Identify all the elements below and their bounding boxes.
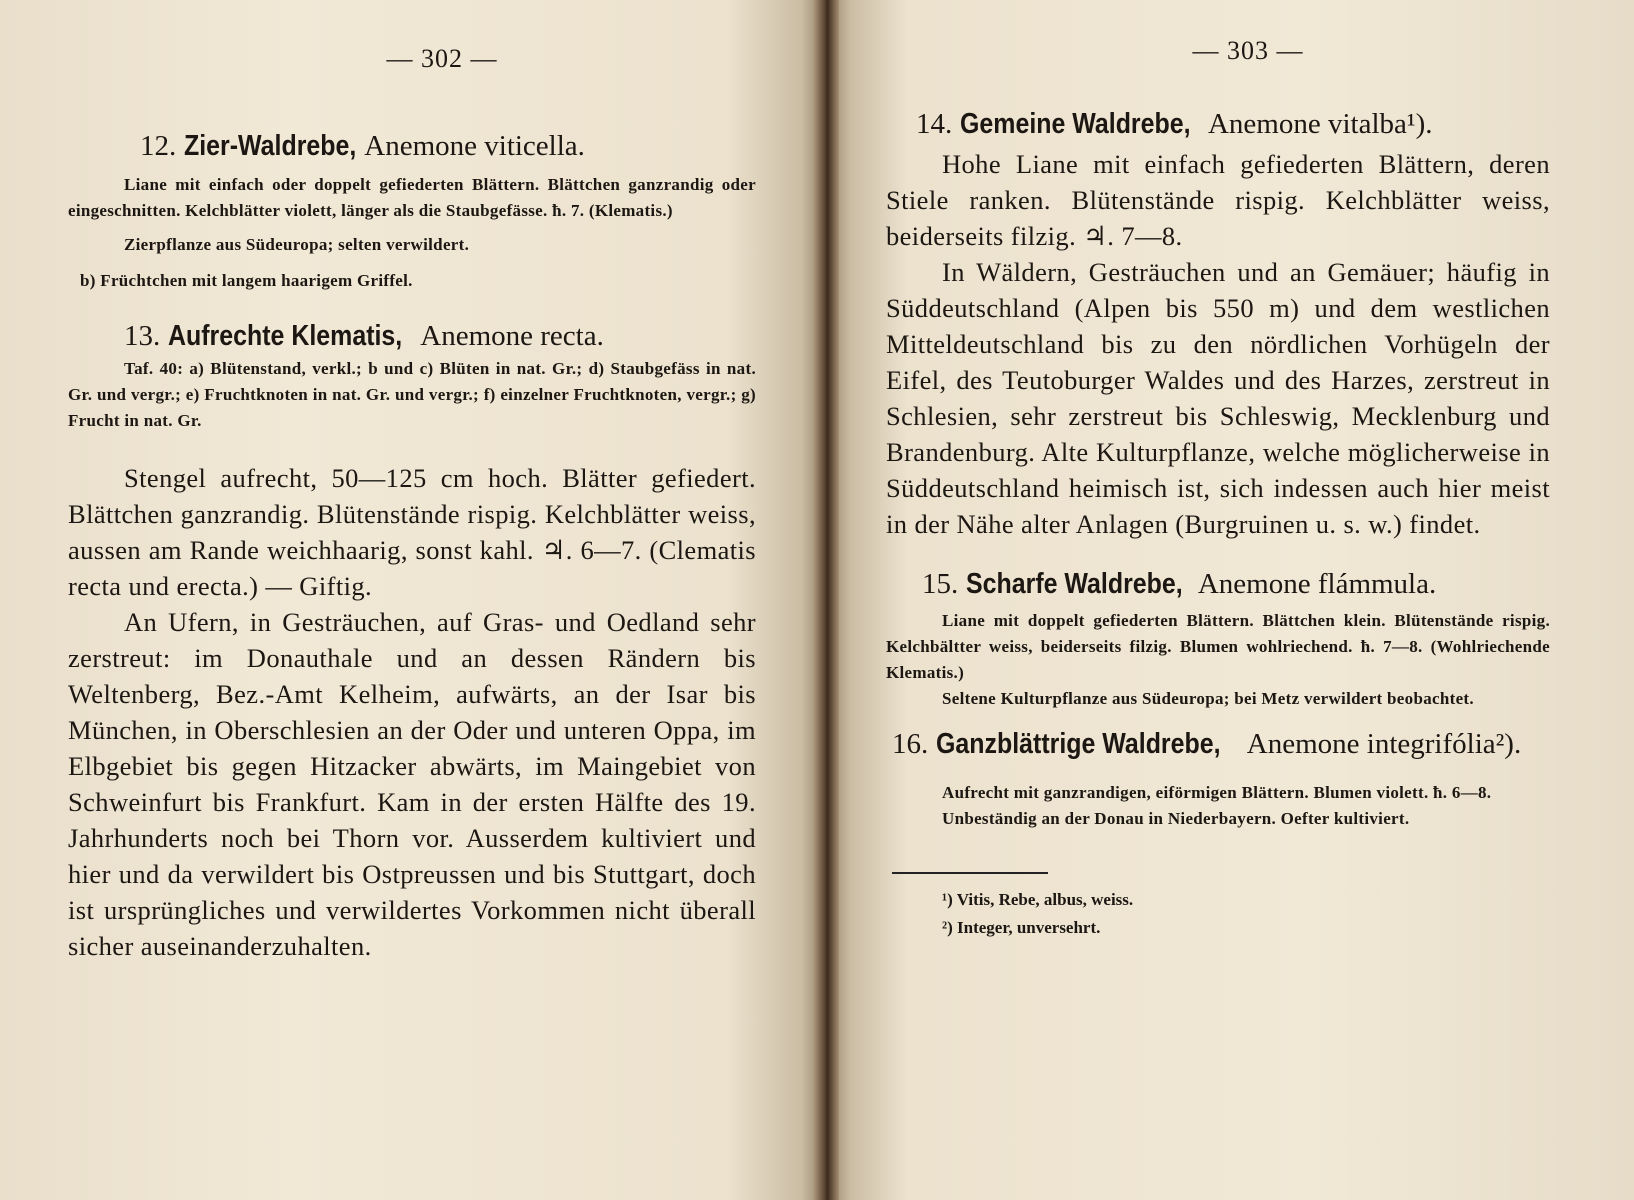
species-description: Hohe Liane mit einfach gefiederten Blättern, deren Stiele ranken. Blütenstände rispig. Kelchblätter weiss, beiderseits filzig. ♃. 7—8. bbox=[886, 149, 1550, 251]
right-page bbox=[826, 0, 1634, 1200]
species-heading-13: 13. Aufrechte Klematis, Anemone recta. bbox=[124, 320, 604, 352]
species-description: Aufrecht mit ganzrandigen, eiförmigen Blättern. Blumen violett. ħ. 6—8. bbox=[942, 783, 1492, 802]
plate-caption: Taf. 40: a) Blütenstand, verkl.; b und c) Blüten in nat. Gr.; d) Staubgefäss in nat. Gr. und vergr.; e) Fruchtknoten in nat. Gr. und vergr.; f) einzelner Fruchtknoten, vergr.; g) Frucht in nat. Gr. bbox=[68, 359, 756, 430]
species-occurrence: Unbeständig an der Donau in Niederbayern. Oefter kultiviert. bbox=[942, 809, 1410, 828]
species-description: Stengel aufrecht, 50—125 cm hoch. Blätter gefiedert. Blättchen ganzrandig. Blütenstände rispig. Kelchblätter weiss, aussen am Rande weichhaarig, sonst kahl. ♃. 6—7. (Clematis recta und erecta.) — Giftig. bbox=[68, 463, 756, 601]
footnote-1: ¹) Vitis, Rebe, albus, weiss. bbox=[942, 890, 1134, 909]
species-heading-12: 12. Zier-Waldrebe, Anemone viticella. bbox=[140, 130, 585, 162]
book-gutter bbox=[813, 0, 839, 1200]
species-heading-14: 14. Gemeine Waldrebe, Anemone vitalba¹). bbox=[916, 108, 1433, 140]
species-occurrence: Seltene Kulturpflanze aus Südeuropa; bei Metz verwildert beobachtet. bbox=[942, 689, 1474, 708]
species-occurrence: An Ufern, in Gesträuchen, auf Gras- und Oedland sehr zerstreut: im Donauthale und an dessen Rändern bis Weltenberg, Bez.-Amt Kelheim, aufwärts, an der Isar bis München, in Oberschlesien an der Oder und unteren Oppa, im Elbgebiet bis gegen Hitzacker abwärts, im Maingebiet von Schweinfurt bis Frankfurt. Kam in der ersten Hälfte des 19. Jahrhunderts noch bei Thorn vor. Ausserdem kultiviert und hier und da verwildert bis Ostpreussen und bis Stuttgart, doch ist ursprüngliches und verwildertes Vorkommen nicht überall sicher auseinanderzuhalten. bbox=[68, 607, 756, 961]
species-heading-15: 15. Scharfe Waldrebe, Anemone flámmula. bbox=[922, 568, 1437, 600]
key-line: b) Früchtchen mit langem haarigem Griffel. bbox=[80, 271, 413, 290]
species-occurrence: In Wäldern, Gesträuchen und an Gemäuer; häufig in Süddeutschland (Alpen bis 550 m) und dem westlichen Mitteldeutschland bis zu den nördlichen Vorhügeln der Eifel, des Teutoburger Waldes und des Harzes, zerstreut in Schlesien, sehr zerstreut bis Schleswig, Mecklenburg und Brandenburg. Alte Kulturpflanze, welche möglicherweise in Süddeutschland heimisch ist, sich indessen auch hier meist in der Nähe alter Anlagen (Burgruinen u. s. w.) findet. bbox=[886, 257, 1550, 539]
species-heading-16: 16. Ganzblättrige Waldrebe, Anemone integrifólia²). bbox=[892, 728, 1522, 760]
page-number: — 302 — bbox=[386, 44, 498, 73]
species-occurrence: Zierpflanze aus Südeuropa; selten verwildert. bbox=[124, 235, 470, 254]
species-description: Liane mit einfach oder doppelt gefiederten Blättern. Blättchen ganzrandig oder eingeschnitten. Kelchblätter violett, länger als die Staubgefässe. ħ. 7. (Klematis.) bbox=[68, 175, 756, 220]
page-number: — 303 — bbox=[1192, 36, 1304, 65]
footnote-2: ²) Integer, unversehrt. bbox=[942, 918, 1101, 937]
species-description: Liane mit doppelt gefiederten Blättern. Blättchen klein. Blütenstände rispig. Kelchbältter weiss, beiderseits filzig. Blumen wohlriechend. ħ. 7—8. (Wohlriechende Klematis.) bbox=[886, 611, 1550, 682]
footnote-rule bbox=[892, 872, 1048, 874]
